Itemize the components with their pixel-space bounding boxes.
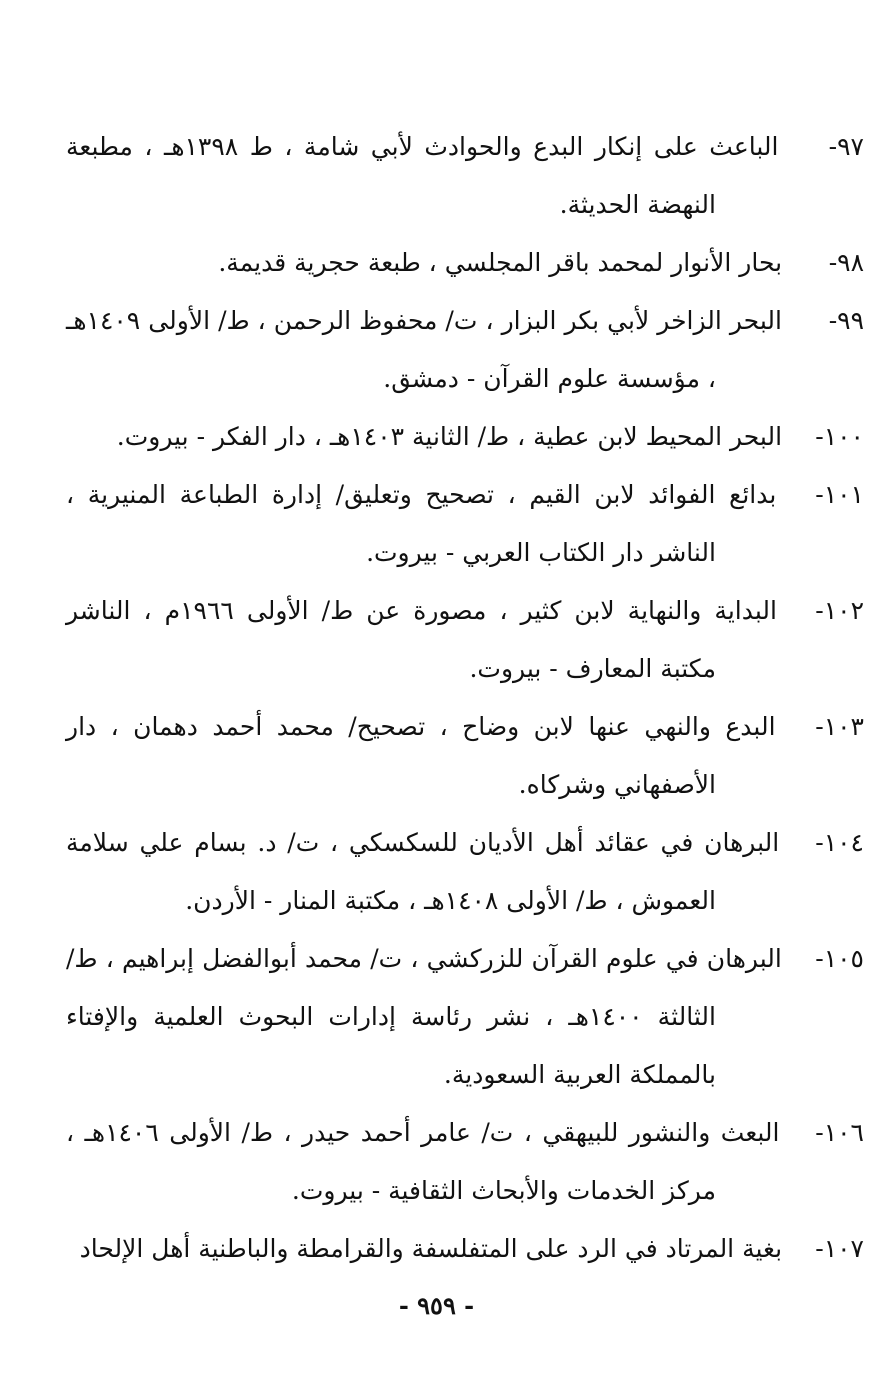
entry-text: البدع والنهي عنها لابن وضاح ، تصحيح/ محمد أحمد دهمان ، دار الأصفهاني وشركاه.	[66, 712, 776, 799]
page-number: - ٩٥٩ -	[398, 1291, 475, 1320]
entry-text: البعث والنشور للبيهقي ، ت/ عامر أحمد حيدر ، ط/ الأولى ١٤٠٦هـ ، مركز الخدمات والأبحاث الثقافية - بيروت.	[66, 1118, 780, 1205]
bibliography-entry-101: ١٠١- بدائع الفوائد لابن القيم ، تصحيح وتعليق/ إدارة الطباعة المنيرية ، الناشر دار الكتاب العربي - بيروت.	[66, 480, 864, 567]
bibliography-entry-100: ١٠٠- البحر المحيط لابن عطية ، ط/ الثانية ١٤٠٣هـ ، دار الفكر - بيروت.	[116, 422, 864, 451]
entry-text: البرهان في علوم القرآن للزركشي ، ت/ محمد أبوالفضل إبراهيم ، ط/ الثالثة ١٤٠٠هـ ، نشر رئاسة إدارات البحوث العلمية والإفتاء بالمملكة العربية السعودية.	[66, 944, 782, 1089]
bibliography-entry-102: ١٠٢- البداية والنهاية لابن كثير ، مصورة عن ط/ الأولى ١٩٦٦م ، الناشر مكتبة المعارف - بيروت.	[66, 596, 865, 683]
bibliography-entry-105: ١٠٥- البرهان في علوم القرآن للزركشي ، ت/ محمد أبوالفضل إبراهيم ، ط/ الثالثة ١٤٠٠هـ ، نشر رئاسة إدارات البحوث العلمية والإفتاء بالمملكة العربية السعودية.	[66, 944, 864, 1089]
bibliography-entry-97: ٩٧- الباعث على إنكار البدع والحوادث لأبي شامة ، ط ١٣٩٨هـ ، مطبعة النهضة الحديثة.	[66, 132, 864, 219]
entry-text: بغية المرتاد في الرد على المتفلسفة والقرامطة والباطنية أهل الإلحاد	[79, 1234, 783, 1263]
bibliography-entry-104: ١٠٤- البرهان في عقائد أهل الأديان للسكسكي ، ت/ د. بسام علي سلامة العموش ، ط/ الأولى ١٤٠٨هـ ، مكتبة المنار - الأردن.	[66, 828, 864, 915]
entry-text: الباعث على إنكار البدع والحوادث لأبي شامة ، ط ١٣٩٨هـ ، مطبعة النهضة الحديثة.	[66, 132, 779, 219]
entry-text: البرهان في عقائد أهل الأديان للسكسكي ، ت/ د. بسام علي سلامة العموش ، ط/ الأولى ١٤٠٨هـ ، مكتبة المنار - الأردن.	[66, 828, 780, 915]
bibliography-entry-103: ١٠٣- البدع والنهي عنها لابن وضاح ، تصحيح/ محمد أحمد دهمان ، دار الأصفهاني وشركاه.	[66, 712, 864, 799]
bibliography-entry-98: ٩٨- بحار الأنوار لمحمد باقر المجلسي ، طبعة حجرية قديمة.	[218, 248, 864, 277]
entry-text: البحر المحيط لابن عطية ، ط/ الثانية ١٤٠٣هـ ، دار الفكر - بيروت.	[116, 422, 783, 451]
entry-text: بحار الأنوار لمحمد باقر المجلسي ، طبعة حجرية قديمة.	[218, 248, 783, 277]
entry-text: بدائع الفوائد لابن القيم ، تصحيح وتعليق/ إدارة الطباعة المنيرية ، الناشر دار الكتاب العربي - بيروت.	[66, 480, 777, 567]
entry-text: البداية والنهاية لابن كثير ، مصورة عن ط/ الأولى ١٩٦٦م ، الناشر مكتبة المعارف - بيروت.	[66, 596, 777, 683]
bibliography-entry-106: ١٠٦- البعث والنشور للبيهقي ، ت/ عامر أحمد حيدر ، ط/ الأولى ١٤٠٦هـ ، مركز الخدمات والأبحاث الثقافية - بيروت.	[66, 1118, 864, 1205]
entry-text: البحر الزاخر لأبي بكر البزار ، ت/ محفوظ الرحمن ، ط/ الأولى ١٤٠٩هـ ، مؤسسة علوم القرآن - دمشق.	[66, 306, 782, 393]
bibliography-entry-99: ٩٩- البحر الزاخر لأبي بكر البزار ، ت/ محفوظ الرحمن ، ط/ الأولى ١٤٠٩هـ ، مؤسسة علوم القرآن - دمشق.	[66, 306, 864, 393]
bibliography-entry-107: ١٠٧- بغية المرتاد في الرد على المتفلسفة والقرامطة والباطنية أهل الإلحاد	[79, 1234, 864, 1263]
bibliography-list	[66, 118, 865, 1278]
